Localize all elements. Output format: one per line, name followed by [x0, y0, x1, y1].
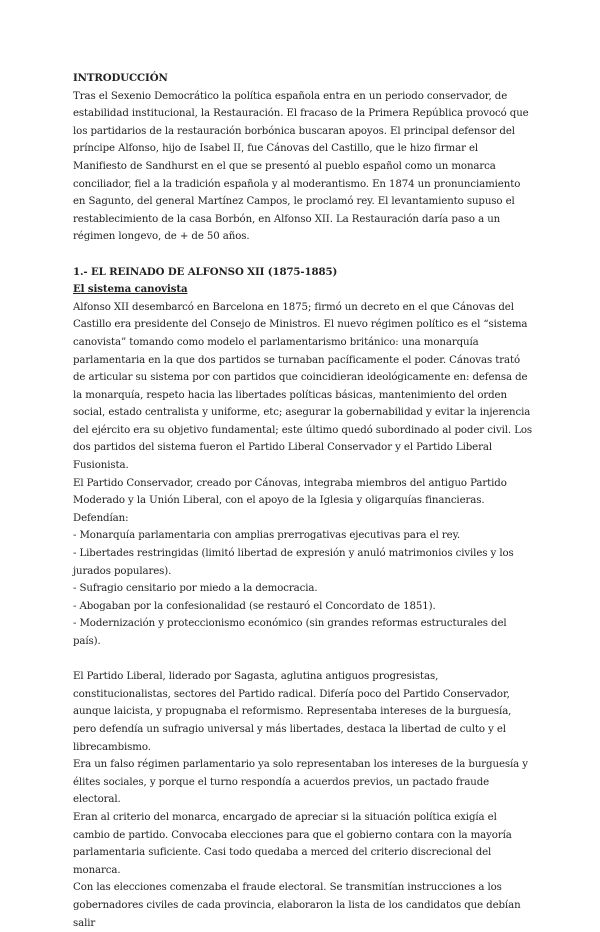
- paragraph-conservador: El Partido Conservador, creado por Cánovas, integraba miembros del antiguo Partido Moderado y la Unión Liberal, con el apoyo de la Iglesia y oligarquías financieras. Defendían:: [73, 477, 507, 524]
- paragraph-monarca: Eran al criterio del monarca, encargado de apreciar si la situación política exigía el cambio de partido. Convocaba elecciones para que el gobierno contara con la mayoría parlamentaria suficiente. Casi todo quedaba a merced del criterio discrecional del monarca.: [73, 811, 512, 876]
- section-heading: 1.- EL REINADO DE ALFONSO XII (1875-1885): [73, 265, 338, 278]
- intro-paragraph: Tras el Sexenio Democrático la política española entra en un periodo conservador, de estabilidad institucional, la Restauración. El fracaso de la Primera República provocó que los partidarios de la restauración borbónica buscaran apoyos. El principal defensor del príncipe Alfonso, hijo de Isabel II, fue Cánovas del Castillo, que le hizo firmar el Manifiesto de Sandhurst en el que se presentó al pueblo español como un monarca conciliador, fiel a la tradición española y al moderantismo. En 1874 un pronunciamiento en Sagunto, del general Martínez Campos, le proclamó rey. El levantamiento supuso el restablecimiento de la casa Borbón, en Alfonso XII. La Restauración daría paso a un régimen longevo, de + de 50 años.: [73, 90, 529, 243]
- list-item: - Libertades restringidas (limitó libertad de expresión y anuló matrimonios civiles y los jurados populares).: [73, 548, 514, 577]
- list-item: - Monarquía parlamentaria con amplias prerrogativas ejecutivas para el rey.: [73, 530, 461, 542]
- list-item: - Abogaban por la confesionalidad (se restauró el Concordato de 1851).: [73, 600, 436, 612]
- paragraph-falso-regimen: Era un falso régimen parlamentario ya solo representaban los intereses de la burguesía y élites sociales, y porque el turno respondía a acuerdos previos, un pactado fraude electoral.: [73, 759, 528, 806]
- paragraph-liberal: El Partido Liberal, liderado por Sagasta, aglutina antiguos progresistas, constitucionalistas, sectores del Partido radical. Difería poco del Partido Conservador, aunque laicista, y propugnaba el reformismo. Representaba intereses de la burguesía, pero defendía un sufragio universal y más libertades, destaca la libertad de culto y el librecambismo.: [73, 671, 512, 753]
- section-subheading: El sistema canovista: [73, 283, 188, 296]
- list-item: - Sufragio censitario por miedo a la democracia.: [73, 583, 318, 595]
- spacer: [73, 246, 533, 264]
- conservador-list: [73, 527, 533, 650]
- paragraph-fraude: Con las elecciones comenzaba el fraude electoral. Se transmitían instrucciones a los gobernadores civiles de cada provincia, elaboraron la lista de los candidatos que debían salir: [73, 882, 521, 929]
- spacer: [73, 651, 533, 669]
- document-page: [73, 70, 533, 932]
- intro-heading: INTRODUCCIÓN: [73, 72, 168, 84]
- list-item: - Modernización y proteccionismo económico (sin grandes reformas estructurales del país).: [73, 618, 507, 647]
- paragraph-canovista: Alfonso XII desembarcó en Barcelona en 1875; firmó un decreto en el que Cánovas del Castillo era presidente del Consejo de Ministros. El nuevo régimen político es el “sistema canovista” tomando como modelo el parlamentarismo británico: una monarquía parlamentaria en la que dos partidos se turnaban pacíficamente el poder. Cánovas trató de articular su sistema por con partidos que coincidieran ideológicamente en: defensa de la monarquía, respeto hacia las libertades políticas básicas, mantenimiento del orden social, estado centralista y uniforme, etc; asegurar la gobernabilidad y evitar la injerencia del ejército era su objetivo fundamental; este último quedó subordinado al poder civil. Los dos partidos del sistema fueron el Partido Liberal Conservador y el Partido Liberal Fusionista.: [73, 301, 533, 472]
